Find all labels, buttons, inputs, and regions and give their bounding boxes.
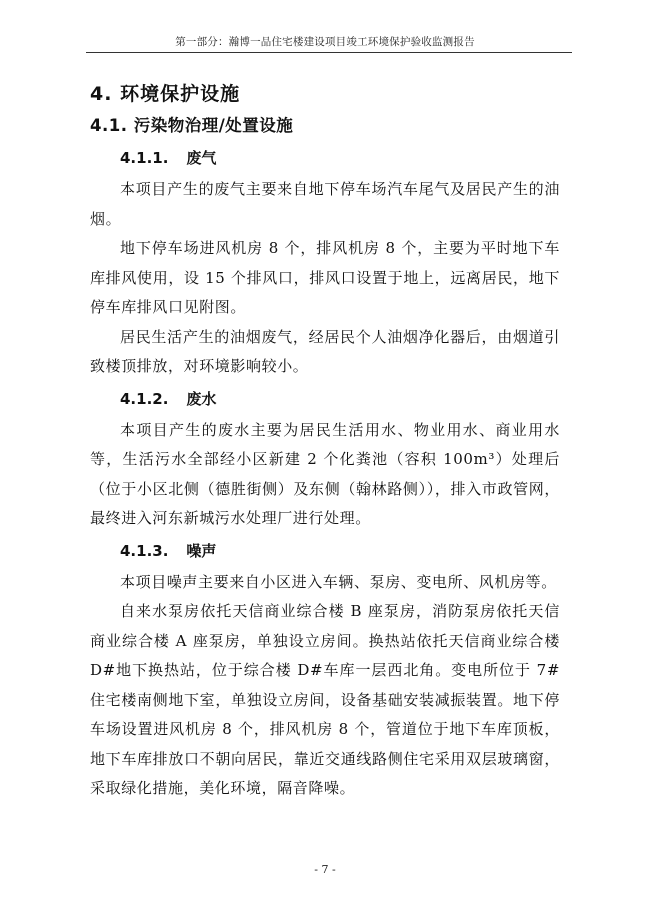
paragraph: 本项目噪声主要来自小区进入车辆、泵房、变电所、风机房等。 (120, 572, 557, 591)
part-heading-noise (90, 534, 560, 568)
section-number: 4. (90, 83, 113, 105)
running-header: 第一部分：瀚博一品住宅楼建设项目竣工环境保护验收监测报告 (175, 36, 475, 48)
page-number: - 7 - (314, 863, 336, 876)
subsection-title: 污染物治理/处置设施 (133, 116, 294, 135)
section-title: 环境保护设施 (120, 83, 241, 105)
paragraph: 本项目产生的废气主要来自地下停车场汽车尾气及居民产生的油烟。 (90, 180, 560, 228)
paragraph: 本项目产生的废水主要为居民生活用水、物业用水、商业用水等，生活污水全部经小区新建 2 个化粪池（容积 100m³）处理后（位于小区北侧（德胜街侧）及东侧（翰林路侧）），排入市政管网，最终进入河东新城污水处理厂进行处理。 (90, 420, 560, 527)
subsection-number: 4.1. (90, 116, 128, 135)
part-title: 废气 (186, 149, 217, 167)
part-number: 4.1.1. (120, 149, 169, 167)
part-number: 4.1.3. (120, 541, 169, 560)
section-heading (90, 79, 560, 109)
page-content (90, 60, 560, 804)
part-heading-wastewater (90, 382, 560, 416)
part-number: 4.1.2. (120, 389, 169, 408)
part-title: 废水 (186, 389, 217, 408)
part-heading-exhaust-gas (90, 141, 560, 175)
paragraph: 居民生活产生的油烟废气，经居民个人油烟净化器后，由烟道引致楼顶排放，对环境影响较小。 (90, 327, 560, 375)
paragraph: 自来水泵房依托天信商业综合楼 B 座泵房，消防泵房依托天信商业综合楼 A 座泵房，单独设立房间。换热站依托天信商业综合楼 D#地下换热站，位于综合楼 D#车库一层西北角。变电所位于 7#住宅楼南侧地下室，单独设立房间，设备基础安装减振装置。地下停车场设置进风机房 8 个，排风机房 8 个，管道位于地下车库顶板，地下车库排放口不朝向居民，靠近交通线路侧住宅采用双层玻璃窗，采取绿化措施，美化环境，隔音降噪。 (90, 602, 560, 797)
header-rule (86, 52, 572, 53)
paragraph: 地下停车场进风机房 8 个，排风机房 8 个，主要为平时地下车库排风使用，设 15 个排风口，排风口设置于地上，远离居民，地下停车库排风口见附图。 (90, 239, 560, 316)
part-title: 噪声 (186, 541, 217, 560)
subsection-heading (90, 111, 560, 141)
